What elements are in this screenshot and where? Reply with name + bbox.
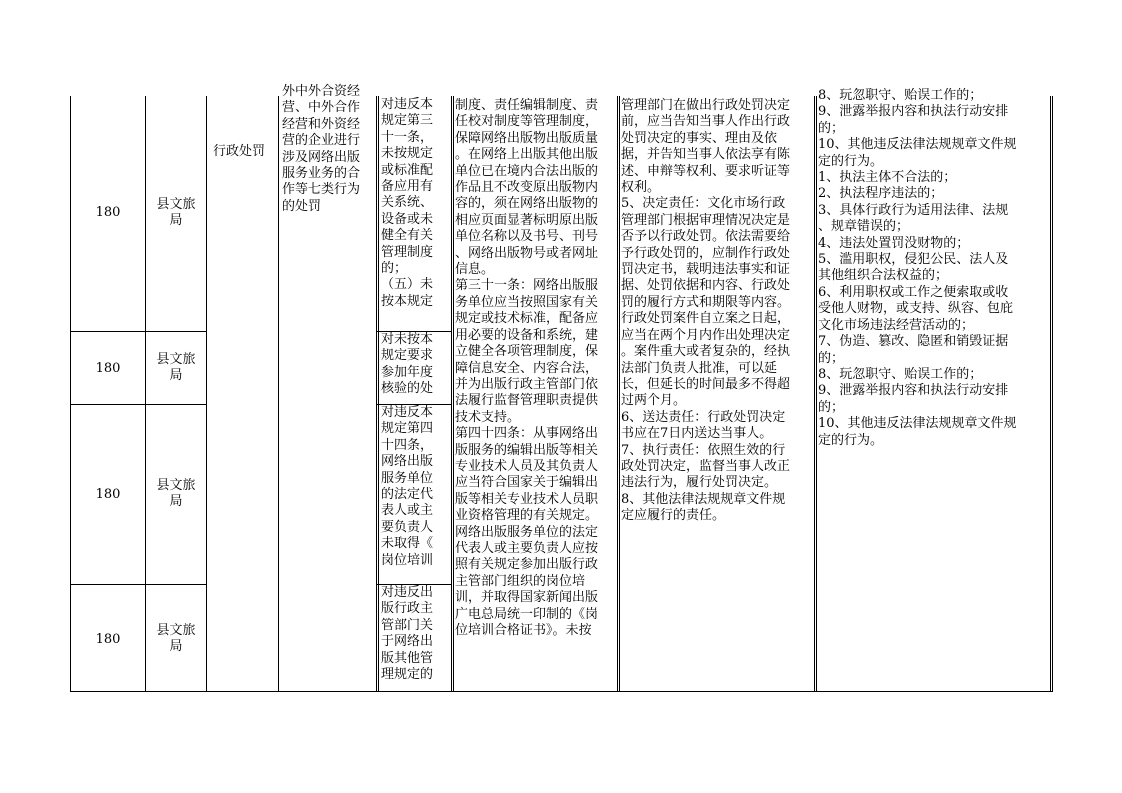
table-border — [376, 96, 377, 692]
table-border — [70, 96, 71, 692]
table-border — [206, 96, 207, 692]
table-border — [617, 96, 618, 692]
accountability-text: 8、玩忽职守、贻误工作的； 9、泄露举报内容和执法行动安排 的； 10、其他违反法律法规规章文件规 定的行为。 1、执法主体不合法的； 2、执法程序违法的； 3、具体行政行为适用法律、法规 、规章错误的； 4、违法处置罚没财物的； 5、滥用职权，侵犯公民、法人及 其他组织合法权益的； 6、利用职权或工作之便索取或收 受他人财物，或支持、纵容、包庇 文化市场违法经营活动的； 7、伪造、篡改、隐匿和销毁证据 的； 8、玩忽职守、贻误工作的； 9、泄露举报内容和执法行动安排 的； 10、其他违反法律法规规章文件规 定的行为。 — [818, 88, 1017, 448]
item-name-text: 外中外合资经 营、中外合作 经营和外资经 营的企业进行 涉及网络出版 服务业务的合 作等七类行为 的处罚 — [282, 84, 361, 214]
sub-item-cell — [379, 96, 451, 331]
row-agency: 县文旅 局 — [156, 352, 196, 384]
table-border — [451, 96, 452, 692]
sub-item-text: 对违反本 规定第三 十一条， 未按规定 或标准配 备应用有 关系统、 设备或未 健全有关 管理制度 的； （五）未 按本规定 — [381, 97, 434, 309]
sub-item-cell — [379, 332, 451, 404]
row-number: 180 — [95, 487, 121, 502]
sub-item-cell — [379, 585, 451, 691]
row-agency: 县文旅 局 — [156, 623, 196, 655]
responsibilities-cell — [620, 96, 814, 691]
table-border — [70, 691, 1053, 692]
row-number: 180 — [95, 361, 121, 376]
sub-item-text: 对违反出 版行政主 管部门关 于网络出 版其他管 理规定的 — [381, 585, 434, 683]
table-border — [1050, 96, 1051, 692]
table-border — [145, 96, 146, 692]
legal-basis-cell — [454, 96, 617, 691]
sub-item-cell — [379, 405, 451, 584]
category-cell: 行政处罚 — [213, 144, 266, 159]
table-border — [1052, 96, 1053, 692]
sub-item-text: 对未按本 规定要求 参加年度 核验的处 — [381, 332, 434, 397]
row-divider — [70, 404, 206, 405]
row-number: 180 — [95, 205, 121, 220]
sub-item-text: 对违反本 规定第四 十四条， 网络出版 服务单位 的法定代 表人或主 要负责人 未取得《 岗位培训 — [381, 405, 434, 568]
legal-basis-text: 制度、责任编辑制度、责 任校对制度等管理制度， 保障网络出版物出版质量 。在网络上出版其他出版 单位已在境内合法出版的 作品且不改变原出版物内 容的，须在网络出版物的 相应页面显著标明原出版 单位名称以及书号、刊号 、网络出版物号或者网址 信息。 第三十一条：网络出版服 务单位应当按照国家有关 规定或技术标准，配备应 用必要的设备和系统，建 立健全各项管理制度，保 障信息安全、内容合法， 并为出版行政主管部门依 法履行监督管理职责提供 技术支持。 第四十四条：从事网络出 版服务的编辑出版等相关 专业技术人员及其负责人 应当符合国家关于编辑出 版等相关专业技术人员职 业资格管理的有关规定。 网络出版服务单位的法定 代表人或主要负责人应按 照有关规定参加出版行政 主管部门组织的岗位培 训，并取得国家新闻出版 广电总局统一印制的《岗 位培训合格证书》。未按 — [455, 98, 599, 638]
table-border — [814, 96, 815, 692]
responsibilities-text: 管理部门在做出行政处罚决定 前，应当告知当事人作出行政 处罚决定的事实、理由及依 据，并告知当事人依法享有陈 述、申辩等权利、要求听证等 权利。 5、决定责任：文化市场行政 管理部门根据审理情况决定是 否予以行政处罚。依法需要给 予行政处罚的，应制作行政处 罚决定书，载明违法事实和证 据、处罚依据和内容、行政处 罚的履行方式和期限等内容。 行政处罚案件自立案之日起， 应当在两个月内作出处理决定 。案件重大或者复杂的，经执 法部门负责人批准，可以延 长，但延长的时间最多不得超 过两个月。 6、送达责任：行政处罚决定 书应在7日内送达当事人。 7、执行责任：依照生效的行 政处罚决定，监督当事人改正 违法行为，履行处罚决定。 8、其他法律法规规章文件规 定应履行的责任。 — [621, 98, 791, 524]
row-agency: 县文旅 局 — [156, 478, 196, 510]
item-name-cell — [279, 84, 376, 256]
row-agency: 县文旅 局 — [156, 197, 196, 229]
row-divider — [70, 584, 206, 585]
row-number: 180 — [95, 632, 121, 647]
row-divider — [70, 331, 206, 332]
accountability-cell — [817, 88, 1050, 691]
